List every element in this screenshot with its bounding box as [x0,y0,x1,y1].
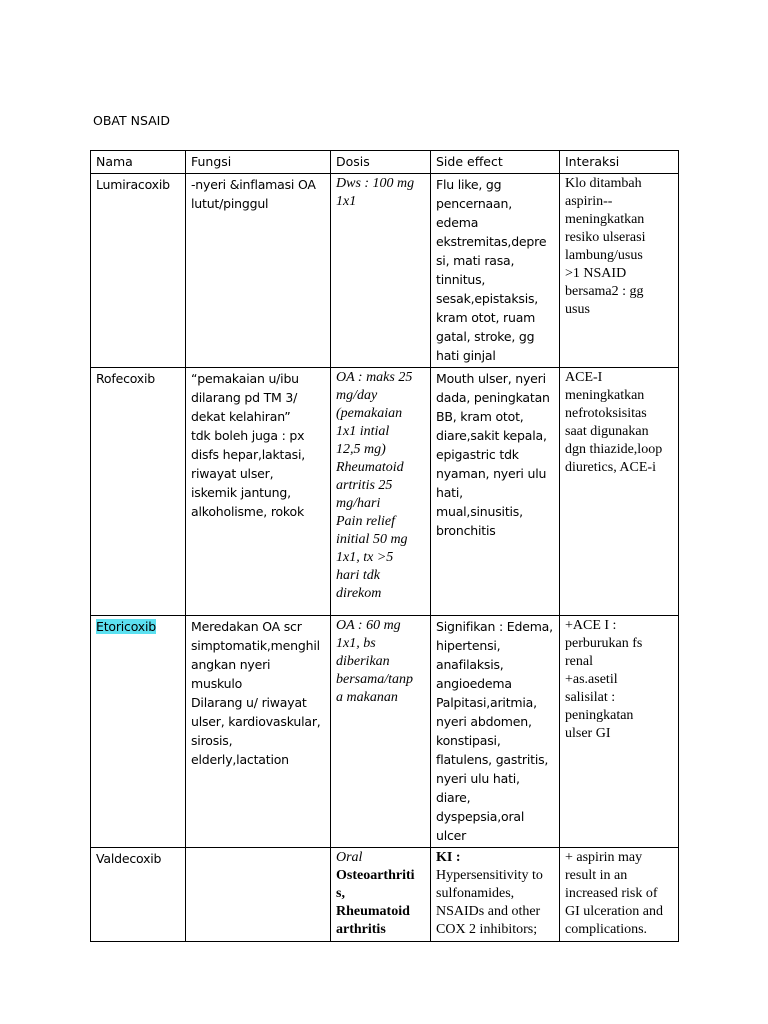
text-line: mual,sinusitis, [436,504,523,519]
header-side-effect: Side effect [431,151,560,174]
text-line: 1x1, bs [336,636,376,651]
text-line: BB, kram otot, [436,409,524,424]
text-line: bersama2 : gg [565,284,644,299]
text-line: muskulo [191,676,243,691]
cell-side-effect [431,616,560,848]
text-line: nyeri abdomen, [436,714,532,729]
text-line: ulser GI [565,726,611,741]
text-line: Flu like, gg [436,177,502,192]
table-row [91,616,679,848]
text-line: -nyeri &inflamasi OA [191,177,316,192]
drug-name: Valdecoxib [96,851,162,866]
text-line: pencernaan, [436,196,512,211]
text-line: Signifikan : Edema, [436,619,553,634]
text-line: +ACE I : [565,618,617,633]
text-line: simptomatik,menghil [191,638,320,653]
header-fungsi: Fungsi [186,151,331,174]
text-line: dilarang pd TM 3/ [191,390,298,405]
cell-nama [91,368,186,616]
text-line: complications. [565,922,648,937]
cell-interaksi [560,616,679,848]
text-line: hati, [436,485,463,500]
text-line: diare, [436,790,471,805]
cell-dosis [331,616,431,848]
text-line: hipertensi, [436,638,501,653]
text-line: lutut/pinggul [191,196,269,211]
text-line: s, [336,886,345,901]
text-line: +as.asetil [565,672,618,687]
text-line: ekstremitas,depre [436,234,547,249]
text-line: bersama/tanp [336,672,413,687]
text-line: gatal, stroke, gg [436,329,535,344]
text-line: Meredakan OA scr [191,619,302,634]
text-line: angkan nyeri [191,657,271,672]
text-line: ulcer [436,828,467,843]
text-line: renal [565,654,593,669]
text-line: elderly,lactation [191,752,289,767]
text-line: result in an [565,868,628,883]
text-line: Rheumatoid [336,460,404,475]
text-line: resiko ulserasi [565,230,646,245]
text-line: 12,5 mg) [336,442,386,457]
text-line: riwayat ulser, [191,466,274,481]
cell-side-effect [431,368,560,616]
text-line: angioedema [436,676,512,691]
text-line: lambung/usus [565,248,643,263]
text-line: nyaman, nyeri ulu [436,466,547,481]
cell-side-effect [431,848,560,942]
text-line: mg/day [336,388,378,403]
text-line: a makanan [336,690,398,705]
cell-side-effect [431,174,560,368]
text-line: Dilarang u/ riwayat [191,695,307,710]
cell-nama [91,174,186,368]
text-line: Dws : 100 mg [336,176,415,191]
text-line: COX 2 inhibitors; [436,922,538,937]
text-line: edema [436,215,479,230]
cell-interaksi [560,848,679,942]
text-line: nyeri ulu hati, [436,771,520,786]
text-line: ACE-I [565,370,603,385]
text-line: si, mati rasa, [436,253,515,268]
text-line: nefrotoksisitas [565,406,647,421]
text-line: kram otot, ruam [436,310,536,325]
text-line: >1 NSAID [565,266,627,281]
cell-fungsi [186,174,331,368]
table-row [91,174,679,368]
text-line: increased risk of [565,886,658,901]
drug-name: Rofecoxib [96,371,156,386]
text-line: (pemakaian [336,406,403,421]
text-line: dgn thiazide,loop [565,442,663,457]
text-line: artritis 25 [336,478,393,493]
text-line: epigastric tdk [436,447,519,462]
cell-interaksi [560,368,679,616]
text-line: alkoholisme, rokok [191,504,305,519]
cell-interaksi [560,174,679,368]
text-line: konstipasi, [436,733,501,748]
text-line: OA : 60 mg [336,618,401,633]
table-row [91,848,679,942]
text-line: dada, peningkatan [436,390,550,405]
text-line: hati ginjal [436,348,496,363]
text-line: peningkatan [565,708,634,723]
text-line: Palpitasi,aritmia, [436,695,537,710]
text-line: 1x1 [336,194,357,209]
text-line: iskemik jantung, [191,485,291,500]
text-line: salisilat : [565,690,616,705]
text-line: tdk boleh juga : px [191,428,305,443]
cell-nama [91,616,186,848]
text-line: diuretics, ACE-i [565,460,656,475]
text-line: ulser, kardiovaskular, [191,714,321,729]
text-line: dyspepsia,oral [436,809,525,824]
text-line: initial 50 mg [336,532,408,547]
cell-dosis [331,848,431,942]
text-line: NSAIDs and other [436,904,541,919]
text-line: flatulens, gastritis, [436,752,549,767]
header-nama: Nama [91,151,186,174]
text-line: Oral [336,850,363,865]
text-line: 1x1, tx >5 [336,550,394,565]
text-line: tinnitus, [436,272,486,287]
table-row [91,368,679,616]
text-line: Rheumatoid [336,904,410,919]
cell-fungsi [186,616,331,848]
text-line: perburukan fs [565,636,643,651]
table-header-row [91,151,679,174]
text-line: diberikan [336,654,390,669]
text-line: anafilaksis, [436,657,504,672]
document-title: OBAT NSAID [93,113,170,128]
drug-name: Lumiracoxib [96,177,170,192]
text-line: disfs hepar,laktasi, [191,447,306,462]
text-line: sulfonamides, [436,886,515,901]
text-line: direkom [336,586,382,601]
text-line: meningkatkan [565,388,645,403]
text-line: aspirin-- [565,194,613,209]
text-line: dekat kelahiran” [191,409,291,424]
text-line: meningkatkan [565,212,645,227]
text-line: KI : [436,850,461,865]
header-dosis: Dosis [331,151,431,174]
text-line: “pemakaian u/ibu [191,371,299,386]
text-line: Osteoarthriti [336,868,415,883]
text-line: hari tdk [336,568,380,583]
text-line: sesak,epistaksis, [436,291,539,306]
text-line: usus [565,302,590,317]
text-line: sirosis, [191,733,233,748]
text-line: + aspirin may [565,850,643,865]
drug-name-highlighted: Etoricoxib [96,619,156,634]
text-line: Hypersensitivity to [436,868,543,883]
cell-nama [91,848,186,942]
text-line: 1x1 intial [336,424,390,439]
text-line: diare,sakit kepala, [436,428,547,443]
text-line: arthritis [336,922,386,937]
text-line: Mouth ulser, nyeri [436,371,546,386]
cell-dosis [331,368,431,616]
text-line: mg/hari [336,496,381,511]
text-line: GI ulceration and [565,904,663,919]
text-line: OA : maks 25 [336,370,413,385]
cell-fungsi [186,368,331,616]
text-line: saat digunakan [565,424,649,439]
cell-dosis [331,174,431,368]
header-interaksi: Interaksi [560,151,679,174]
text-line: Klo ditambah [565,176,642,191]
cell-fungsi-empty [186,848,331,942]
nsaid-table [90,150,679,942]
text-line: bronchitis [436,523,496,538]
text-line: Pain relief [336,514,395,529]
